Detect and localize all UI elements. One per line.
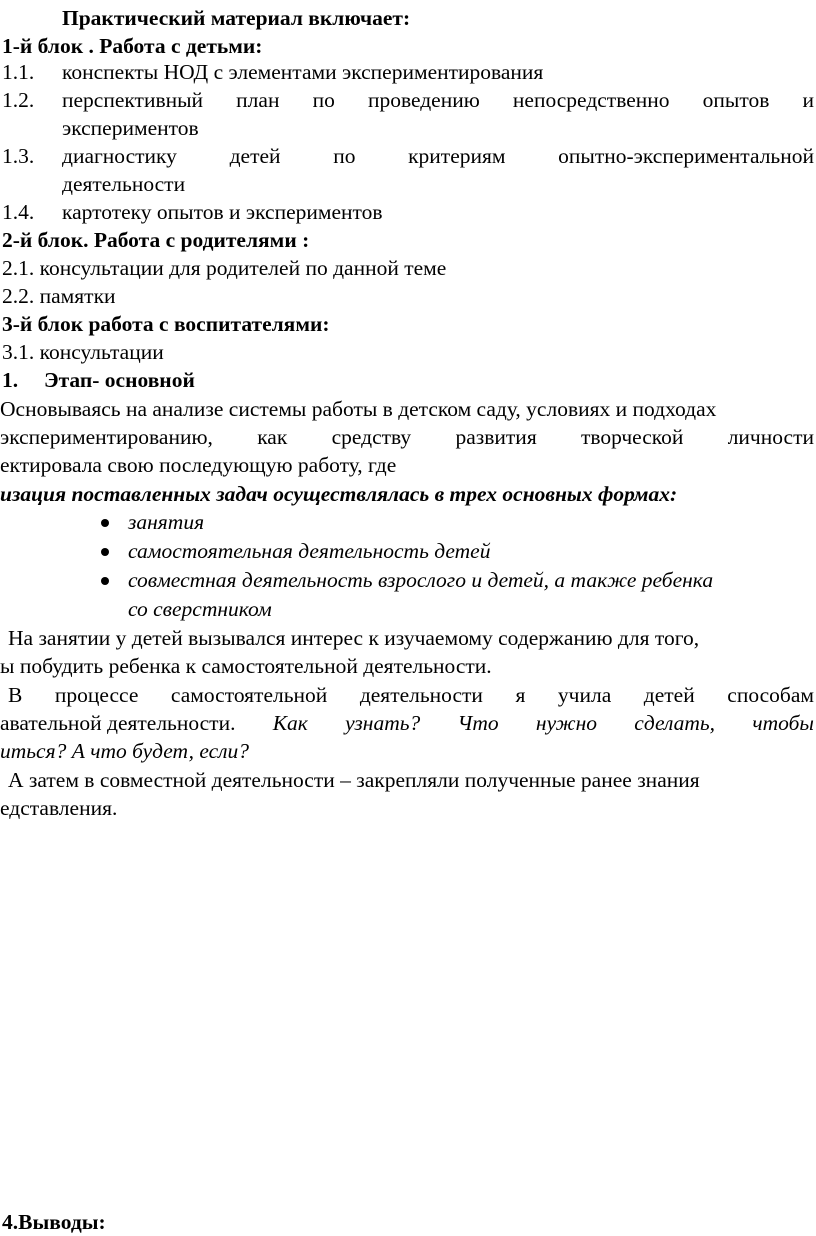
paragraph-line: иться? А что будет, если? xyxy=(0,739,250,763)
form-item-cont: со сверстником xyxy=(128,597,272,621)
paragraph-line: едставления. xyxy=(0,796,118,820)
block1-title: 1-й блок . Работа с детьми: xyxy=(2,34,263,58)
paragraph-line: экспериментированию, как средству развития творческой личности xyxy=(0,425,814,449)
block3-title: 3-й блок работа с воспитателями: xyxy=(2,312,330,336)
page-heading: Практический материал включает: xyxy=(62,6,411,30)
paragraph-line: Основываясь на анализе системы работы в детском саду, условиях и подходах xyxy=(0,397,717,421)
paragraph-line: А затем в совместной деятельности – закрепляли полученные ранее знания xyxy=(8,768,700,792)
stage-title: Этап- основной xyxy=(44,368,195,392)
paragraph-line: На занятии у детей вызывался интерес к изучаемому содержанию для того, xyxy=(8,626,700,650)
paragraph-line: В процессе самостоятельной деятельности я учила детей способам xyxy=(8,683,814,707)
bullet-icon xyxy=(101,519,109,527)
stage-number: 1. xyxy=(2,368,19,392)
block1-item-text: конспекты НОД с элементами экспериментирования xyxy=(62,60,544,84)
form-item: самостоятельная деятельность детей xyxy=(128,539,491,563)
form-item: занятия xyxy=(128,510,205,534)
block1-item-num: 1.3. xyxy=(2,144,35,168)
block3-item: 3.1. консультации xyxy=(2,340,164,364)
conclusions-heading: 4.Выводы: xyxy=(2,1210,106,1234)
forms-intro: изация поставленных задач осуществлялась в трех основных формах: xyxy=(0,482,678,506)
paragraph-line: ы побудить ребенка к самостоятельной деятельности. xyxy=(0,654,492,678)
paragraph-line: авательной деятельности. Как узнать? Что нужно сделать, чтобы xyxy=(0,711,814,735)
block1-item-num: 1.2. xyxy=(2,88,35,112)
block1-item-num: 1.4. xyxy=(2,200,35,224)
block1-item-text: диагностику детей по критериям опытно-экспериментальной xyxy=(62,144,814,168)
block1-item-text: картотеку опытов и экспериментов xyxy=(62,200,383,224)
bullet-icon xyxy=(101,577,109,585)
block1-item-text-cont: экспериментов xyxy=(62,116,199,140)
form-item: совместная деятельность взрослого и детей, а также ребенка xyxy=(128,568,714,592)
block2-item: 2.2. памятки xyxy=(2,284,116,308)
block1-item-text: перспективный план по проведению непосредственно опытов и xyxy=(62,88,814,112)
block1-item-text-cont: деятельности xyxy=(62,172,186,196)
bullet-icon xyxy=(101,548,109,556)
block2-item: 2.1. консультации для родителей по данной теме xyxy=(2,256,447,280)
block2-title: 2-й блок. Работа с родителями : xyxy=(2,228,310,252)
paragraph-line: ектировала свою последующую работу, где xyxy=(0,453,397,477)
block1-item-num: 1.1. xyxy=(2,60,35,84)
